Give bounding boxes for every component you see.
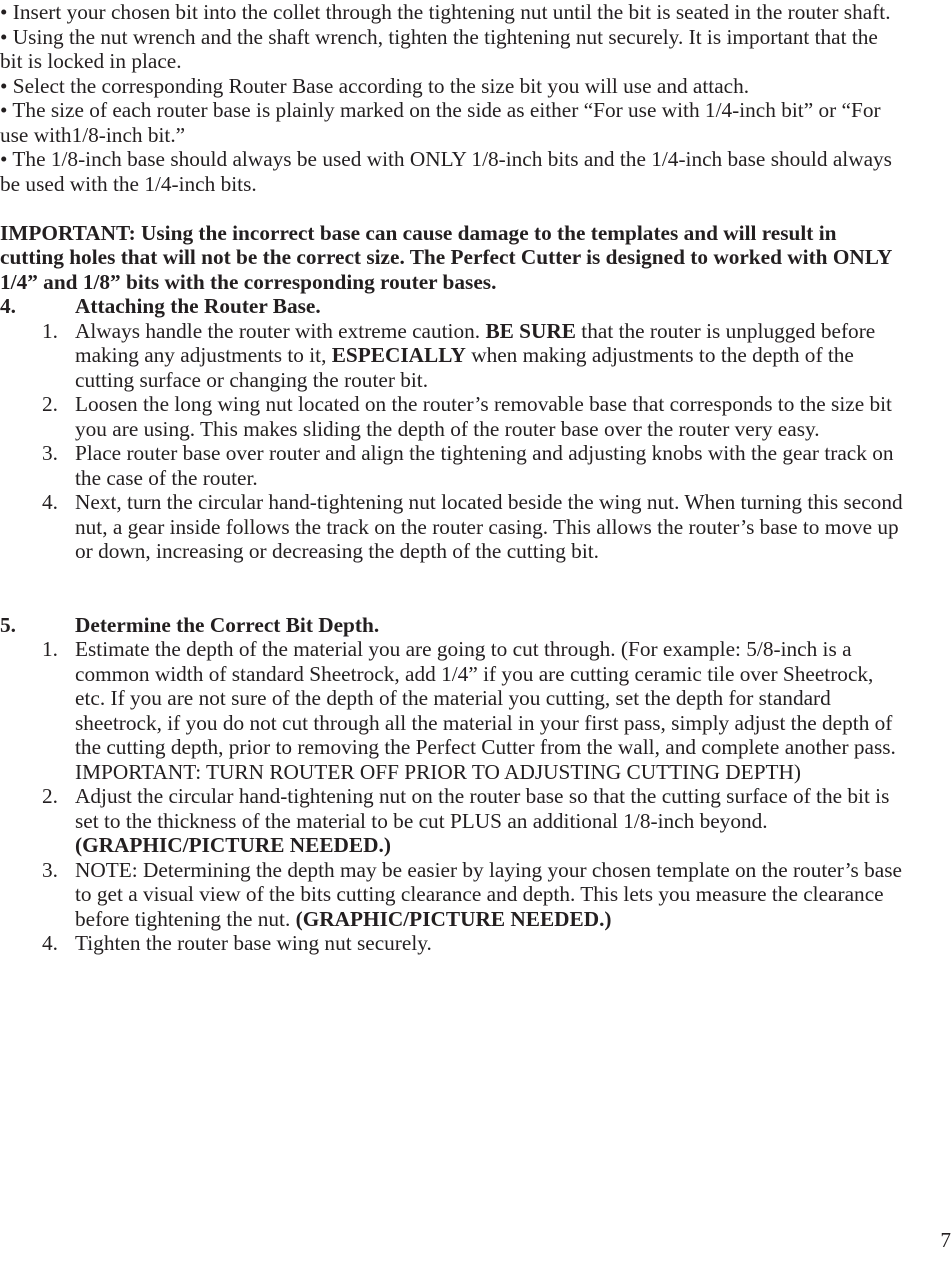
step-text: Always handle the router with extreme caution. BE SURE that the router is unplugged before making any adjustments to it, ESPECIALLY when making adjustments to the depth of the cutting surface or changing the router bit.	[75, 318, 876, 392]
bullet-text: Insert your chosen bit into the collet through the tightening nut until the bit is seated in the router shaft.	[12, 0, 891, 24]
step-text: NOTE: Determining the depth may be easier by laying your chosen template on the router’s base to get a visual view of the bits cutting clearance and depth. This lets you measure the clearance before tightening the nut. (GRAPHIC/PICTURE NEEDED.)	[75, 857, 902, 931]
section-title: Attaching the Router Base.	[75, 294, 321, 318]
section-4	[0, 294, 905, 564]
bullet-text: The size of each router base is plainly marked on the side as either “For use with 1/4-inch bit” or “For use with1/8-inch bit.”	[0, 98, 881, 147]
step-number: 2.	[42, 784, 58, 808]
bullet-text: Select the corresponding Router Base according to the size bit you will use and attach.	[12, 73, 750, 98]
step-text: Next, turn the circular hand-tightening nut located beside the wing nut. When turning this second nut, a gear inside follows the track on the router casing. This allows the router’s base to move up or down, increasing or decreasing the depth of the cutting bit.	[75, 490, 903, 563]
step-number: 2.	[42, 392, 58, 416]
bullet-symbol: •	[0, 98, 8, 122]
step-text: Loosen the long wing nut located on the router’s removable base that corresponds to the size bit you are using. This makes sliding the depth of the router base over the router very easy.	[75, 392, 892, 441]
step-number: 3.	[42, 441, 58, 465]
bullet-item	[0, 98, 905, 147]
step-item	[0, 490, 905, 564]
step-item	[0, 858, 905, 932]
page-number: 7	[940, 1228, 951, 1252]
section-number: 5.	[0, 612, 16, 637]
emphasis: ESPECIALLY	[331, 343, 466, 367]
bullet-item	[0, 0, 905, 25]
step-text: Place router base over router and align the tightening and adjusting knobs with the gear track on the case of the router.	[75, 441, 894, 490]
bullet-text: Using the nut wrench and the shaft wrench, tighten the tightening nut securely. It is important that the bit is locked in place.	[0, 24, 878, 73]
bullet-list	[0, 0, 905, 196]
step-number: 1.	[42, 637, 58, 661]
step-item	[0, 637, 905, 784]
step-number: 3.	[42, 857, 58, 882]
graphic-needed-note: (GRAPHIC/PICTURE NEEDED.)	[295, 906, 612, 931]
step-item	[0, 784, 905, 858]
bullet-text: The 1/8-inch base should always be used with ONLY 1/8-inch bits and the 1/4-inch base should always be used with the 1/4-inch bits.	[0, 147, 892, 196]
step-item	[0, 319, 905, 393]
step-number: 4.	[42, 931, 58, 955]
step-item	[0, 392, 905, 441]
graphic-needed-note: (GRAPHIC/PICTURE NEEDED.)	[75, 833, 391, 857]
section-heading	[0, 294, 905, 319]
step-number: 4.	[42, 490, 58, 514]
step-item	[0, 441, 905, 490]
section-title: Determine the Correct Bit Depth.	[75, 612, 380, 637]
section-heading	[0, 613, 905, 638]
step-number: 1.	[42, 318, 58, 343]
bullet-item	[0, 25, 905, 74]
step-list	[0, 637, 905, 956]
step-list	[0, 319, 905, 564]
emphasis: BE SURE	[485, 318, 576, 343]
bullet-item	[0, 147, 905, 196]
section-5	[0, 613, 905, 956]
bullet-symbol: •	[0, 24, 8, 49]
step-text: Adjust the circular hand-tightening nut on the router base so that the cutting surface of the bit is set to the thickness of the material to be cut PLUS an additional 1/8-inch beyond. (GRAPHIC/PICTURE NEEDED.)	[75, 784, 890, 857]
bullet-item	[0, 74, 905, 99]
bullet-symbol: •	[0, 147, 8, 171]
step-item	[0, 931, 905, 956]
step-text: Tighten the router base wing nut securely.	[75, 931, 432, 955]
bullet-symbol: •	[0, 73, 8, 98]
section-number: 4.	[0, 294, 16, 318]
important-note: IMPORTANT: Using the incorrect base can cause damage to the templates and will result in cutting holes that will not be the correct size. The Perfect Cutter is designed to worked with ONLY 1/4” and 1/8” bits with the corresponding router bases.	[0, 220, 892, 294]
step-text: Estimate the depth of the material you are going to cut through. (For example: 5/8-inch is a common width of standard Sheetrock, add 1/4” if you are cutting ceramic tile over Sheetrock, etc. If you are not sure of the depth of the material you cutting, set the depth for standard sheetrock, if you do not cut through all the material in your first pass, simply adjust the depth of the cutting depth, prior to removing the Perfect Cutter from the wall, and complete another pass. IMPORTANT: TURN ROUTER OFF PRIOR TO ADJUSTING CUTTING DEPTH)	[75, 637, 896, 784]
bullet-symbol: •	[0, 0, 8, 24]
